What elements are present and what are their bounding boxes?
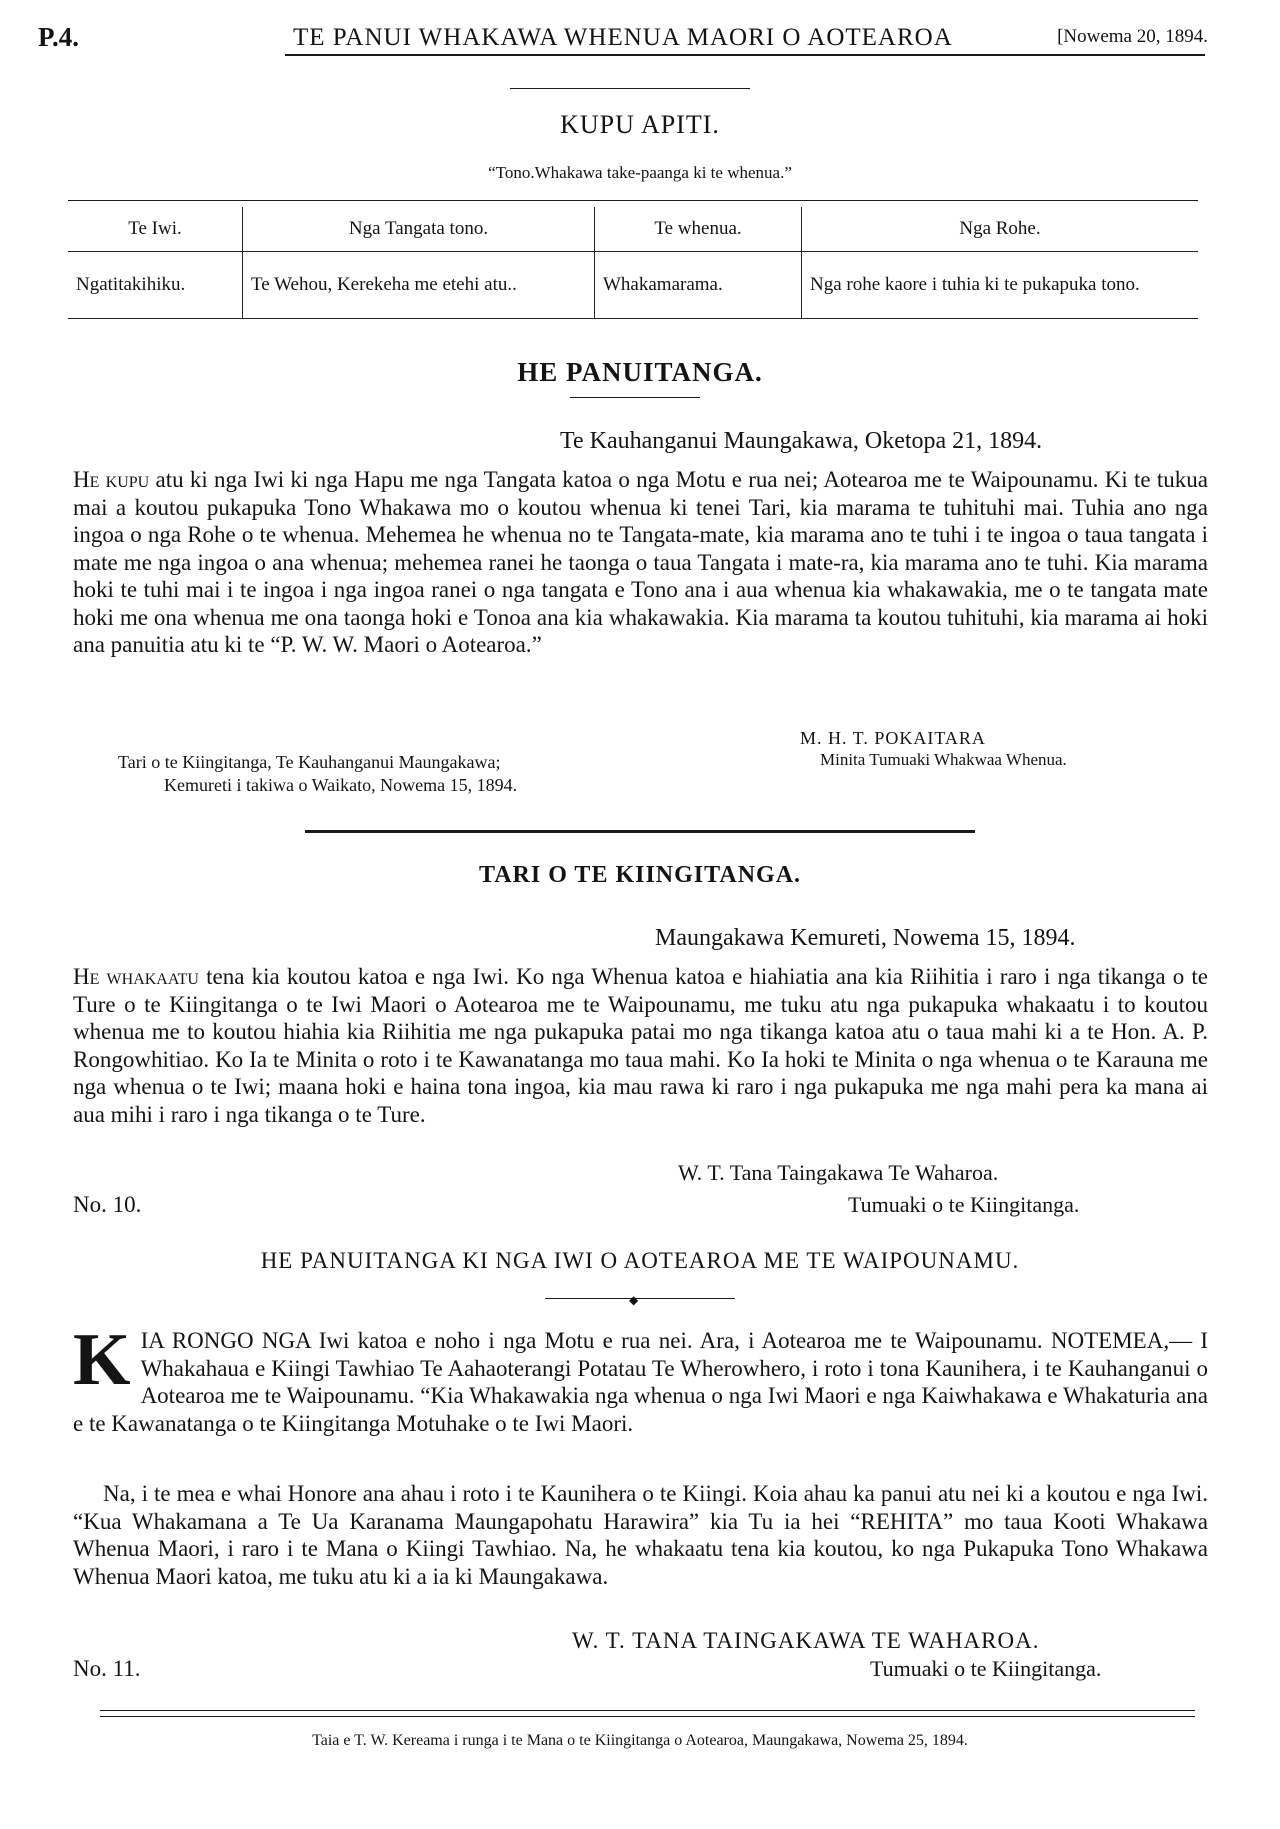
notice1-signer-title: Minita Tumuaki Whakwaa Whenua. — [820, 750, 1067, 769]
notice1-signer-name: M. H. T. POKAITARA — [800, 728, 986, 748]
table-top-rule — [68, 200, 1198, 201]
header-rule — [285, 54, 1205, 56]
col-boundaries: Nga Rohe. — [802, 207, 1199, 252]
table-header-row — [68, 207, 1198, 252]
page-number: P.4. — [38, 22, 80, 52]
footer-rule — [100, 1710, 1195, 1711]
notice2-signer-title: Tumuaki o te Kiingitanga. — [848, 1192, 1080, 1217]
notice2-text: tena kia koutou katoa e nga Iwi. Ko nga Whenua katoa e hiahiatia ana kia Riihitia i raro i nga tikanga o te Ture o te Kiingitanga o te Iwi Maori o Aotearoa me te Waipounamu, me tuku atu nga pukapuka whakaatu i to koutou whenua me to koutou hiahia kia Riihitia me nga pukapuka patai mo nga tikanga katoa atu o taua mahi ki a te Hon. A. P. Rongowhitiao. Ko Ia te Minita o roto i te Kawanatanga mo taua mahi. Ko Ia hoki te Minita o nga whenua o te Karauna me nga whenua o te Iwi; maana hoki e haina tona ingoa, kia mau rawa ki raro i nga pukapuka me nga mahi pera ka mana ai aua mihi i raro i nga tikanga o te Ture. — [73, 964, 1208, 1127]
notice1-body — [73, 466, 1208, 659]
issue-date: [Nowema 20, 1894. — [1057, 26, 1208, 47]
table-row — [68, 252, 1198, 319]
notice2-number: No. 10. — [73, 1192, 142, 1217]
notice2-heading: TARI O TE KIINGITANGA. — [478, 862, 802, 888]
col-land: Te whenua. — [595, 207, 802, 252]
notice3-signer-title: Tumuaki o te Kiingitanga. — [870, 1656, 1102, 1681]
notice2-lead: He whakaatu — [73, 964, 199, 989]
notice3-heading: HE PANUITANGA KI NGA IWI O AOTEAROA ME TE WAIPOUNAMU. — [260, 1248, 1020, 1273]
cell-boundaries: Nga rohe kaore i tuhia ki te pukapuka tono. — [802, 252, 1199, 319]
notice3-number: No. 11. — [73, 1656, 141, 1681]
cell-claimants: Te Wehou, Kerekeha me etehi atu.. — [243, 252, 595, 319]
schedule-heading: KUPU APITI. — [560, 110, 720, 139]
col-claimants: Nga Tangata tono. — [243, 207, 595, 252]
schedule-subheading: “Tono.Whakawa take-paanga ki te whenua.” — [488, 163, 792, 182]
notice1-heading: HE PANUITANGA. — [517, 357, 763, 387]
notice2-dateline: Maungakawa Kemureti, Nowema 15, 1894. — [655, 925, 1076, 951]
notice3-para2: Na, i te mea e whai Honore ana ahau i roto i te Kaunihera o te Kiingi. Koia ahau ka panui atu nei ki a koutou e nga Iwi. “Kua Whakamana a Te Ua Karanama Maungapohatu Harawira” kia Tu ia hei “REHITA” mo taua Kooti Whakawa Whenua Maori, i raro i te Mana o Kiingi Tawhiao. Na, he whakaatu tena kia koutou, ko nga Pukapuka Tono Whakawa Whenua Maori katoa, me tuku atu ki a ia ki Maungakawa. — [73, 1481, 1208, 1589]
divider — [570, 397, 700, 398]
notice1-office-line1: Tari o te Kiingitanga, Te Kauhanganui Maungakawa; — [118, 752, 501, 772]
notice1-lead: He kupu — [73, 467, 150, 492]
notice2-signer-name: W. T. Tana Taingakawa Te Waharoa. — [678, 1160, 999, 1185]
notice3-dropcap: K — [73, 1319, 131, 1401]
footer-rule — [100, 1716, 1195, 1717]
notice3-para1: IA RONGO NGA Iwi katoa e noho i nga Motu e rua nei. Ara, i Aotearoa me te Waipounamu. NOTEMEA,— I Whakahaua e Kiingi Tawhiao Te Aahaoterangi Potatau Te Wherowhero, i roto i tona Kaunihera, i te Kauhanganui o Aotearoa me te Waipounamu. “Kia Whakawakia nga whenua o nga Iwi Maori e nga Kaiwhakawa e Whakaturia ana e te Kawanatanga o te Kiingitanga Motuhake o te Iwi Maori. — [73, 1328, 1208, 1436]
notice2-body — [73, 963, 1208, 1128]
notice1-office-line2: Kemureti i takiwa o Waikato, Nowema 15, 1894. — [164, 775, 518, 795]
notice1-dateline: Te Kauhanganui Maungakawa, Oketopa 21, 1894. — [560, 428, 1043, 454]
notice3-para1-block — [73, 1319, 1208, 1437]
notice1-text: atu ki nga Iwi ki nga Hapu me nga Tangata katoa o nga Motu e rua nei; Aotearoa me te Waipounamu. Ki te tukua mai a koutou pukapuka Tono Whakawa mo o koutou whenua ki tenei Tari, kia marama te tuhituhi mai. Tuhia ano nga ingoa o nga Rohe o te whenua. Mehemea he whenua no te Tangata-mate, kia marama ano te tuhi i te ingoa o taua tangata i mate me nga ingoa o ana whenua; mehemea ranei he taonga o taua Tangata i mate-ra, kia marama ano te tuhi. Kia marama hoki te tuhi mai i te ingoa i nga ingoa ranei o nga tangata e Tono ana i aua whenua kia whakawakia, me o te tangata mate hoki me ona whenua me ona taonga hoki e Tonoa ana kia whakawakia. Kia marama ta koutou tuhituhi, kia marama ai hoki ana panuitia atu ki te “P. W. W. Maori o Aotearoa.” — [73, 467, 1209, 657]
claims-table — [68, 207, 1198, 319]
divider — [545, 1298, 735, 1299]
col-iwi: Te Iwi. — [68, 207, 243, 252]
cell-iwi: Ngatitakihiku. — [68, 252, 243, 319]
diamond-ornament-icon: ◆ — [629, 1293, 639, 1307]
section-rule — [305, 830, 975, 833]
divider — [510, 88, 750, 89]
publication-title: TE PANUI WHAKAWA WHENUA MAORI O AOTEAROA — [293, 24, 953, 51]
imprint: Taia e T. W. Kereama i runga i te Mana o te Kiingitanga o Aotearoa, Maungakawa, Nowema 25, 1894. — [312, 1732, 968, 1749]
running-head — [38, 22, 1208, 58]
cell-land: Whakamarama. — [595, 252, 802, 319]
notice3-signer-name: W. T. TANA TAINGAKAWA TE WAHAROA. — [572, 1628, 1040, 1653]
